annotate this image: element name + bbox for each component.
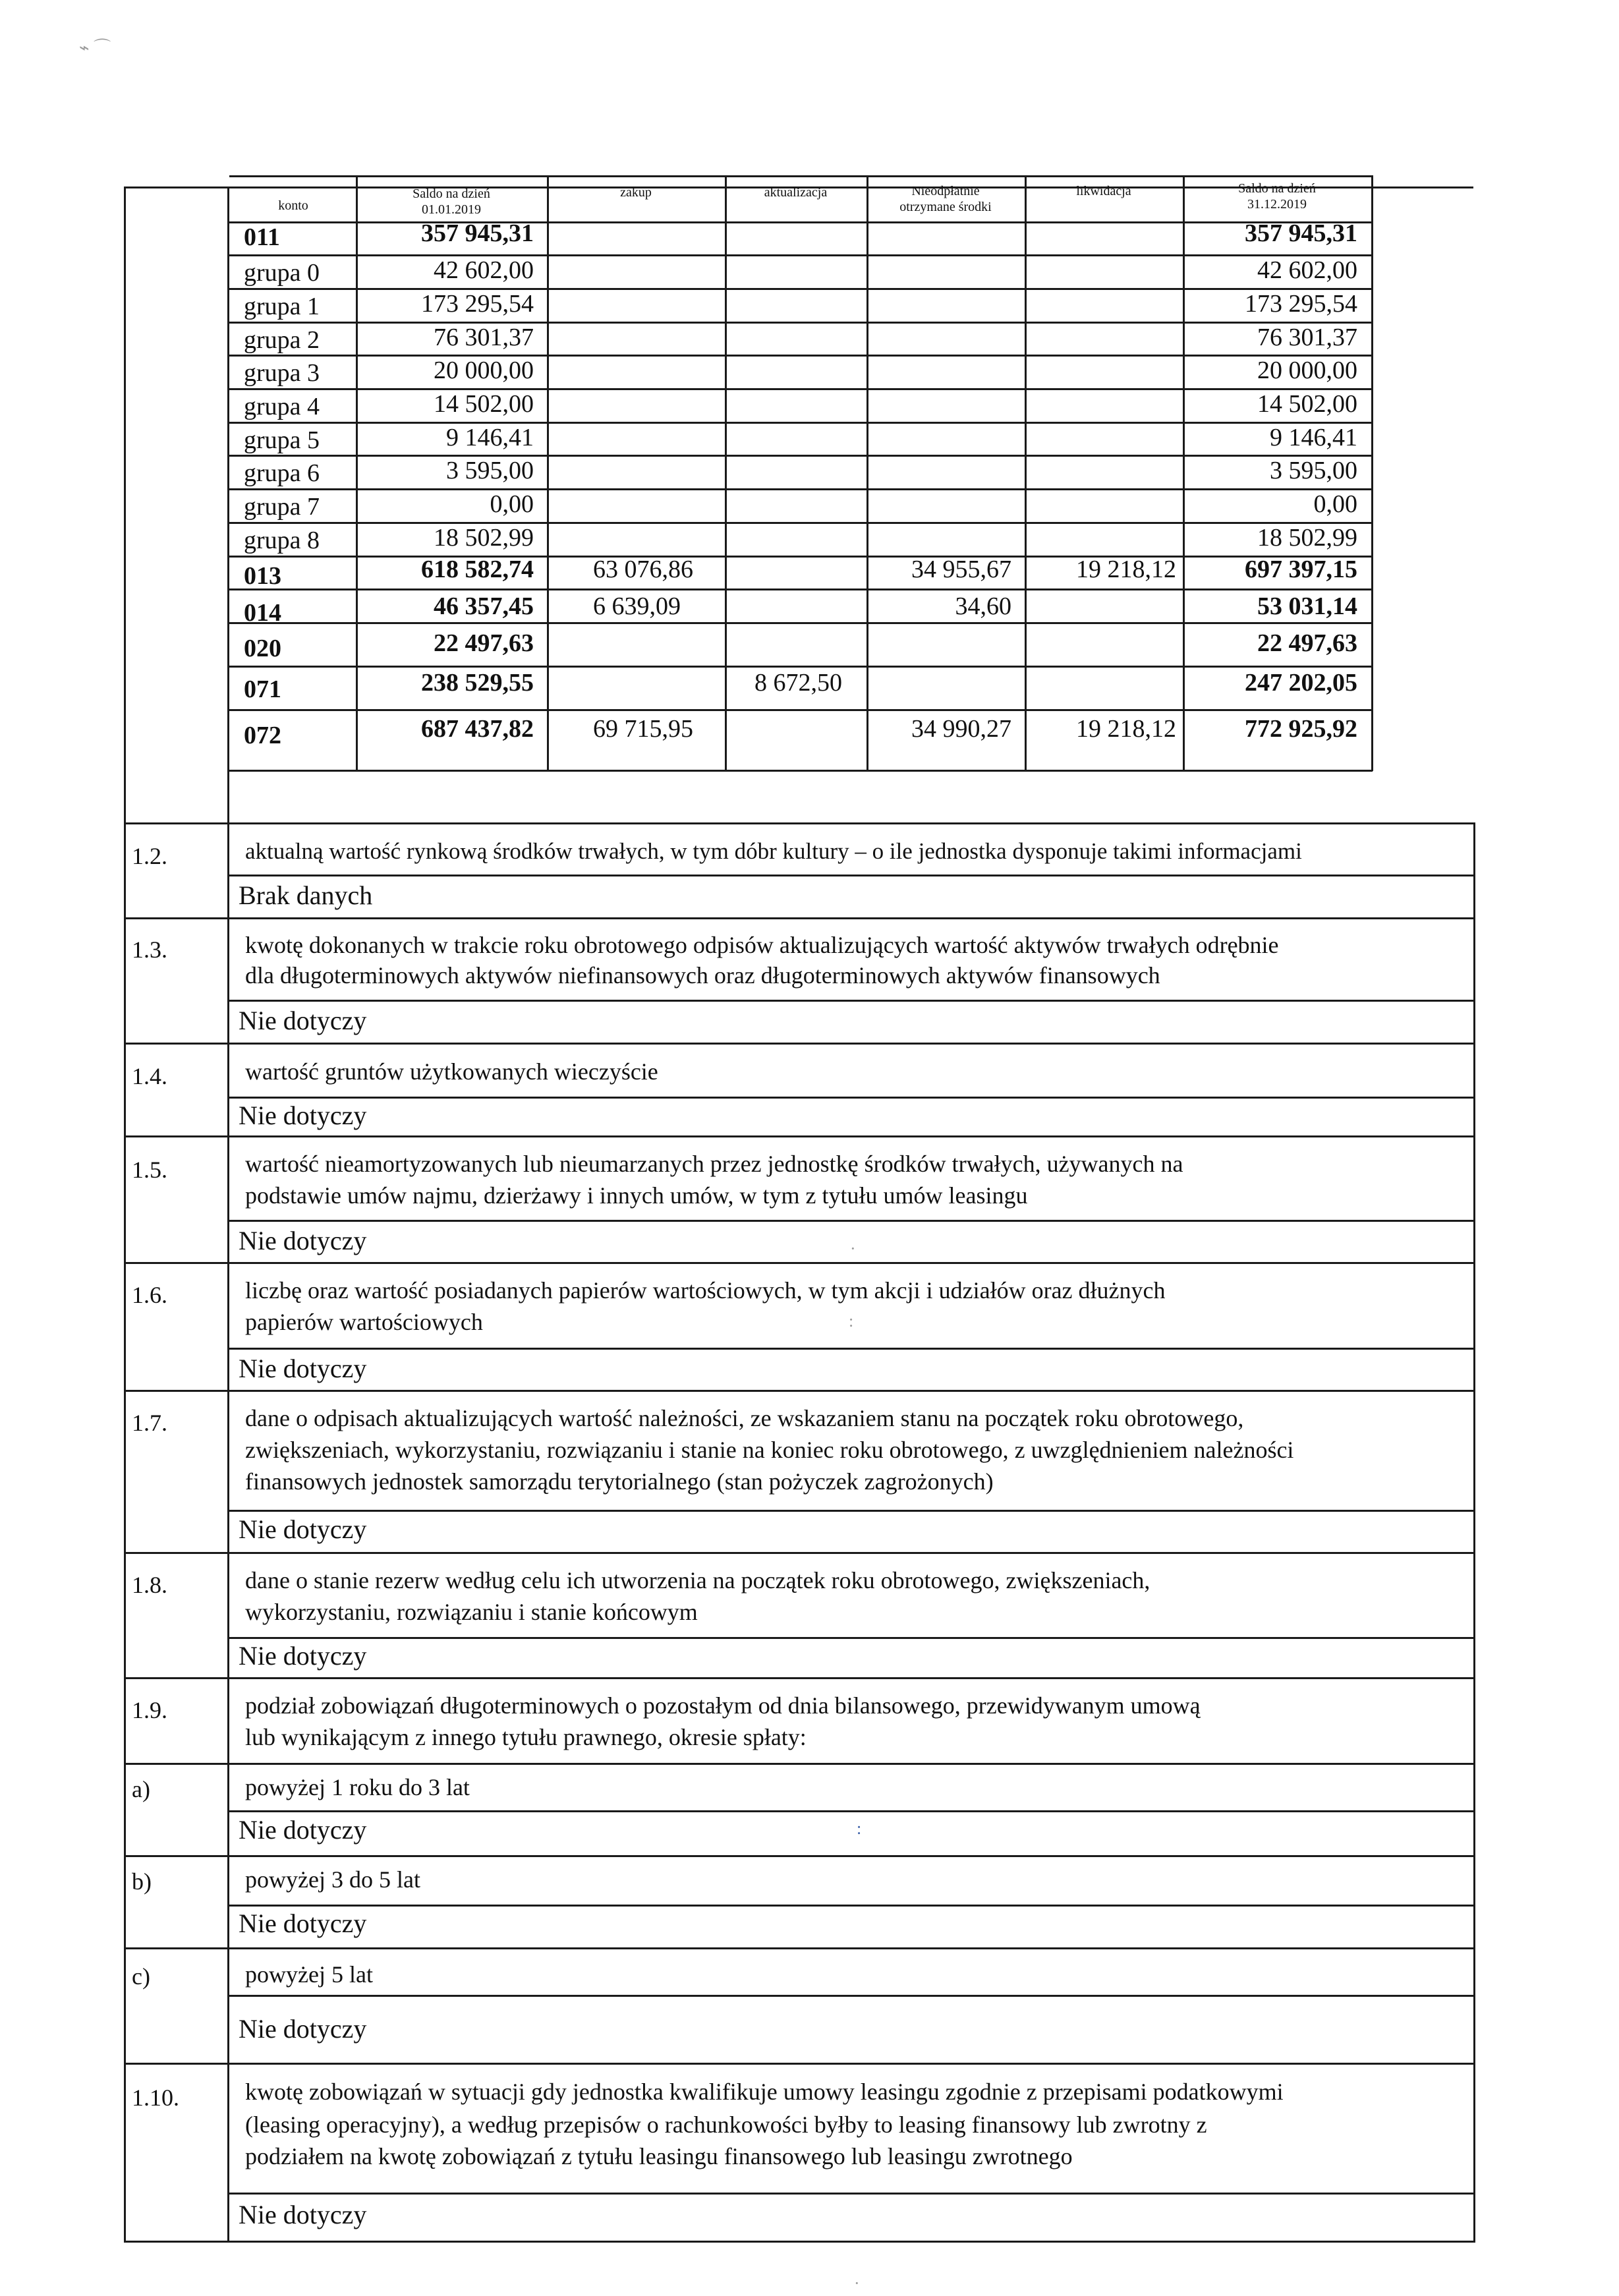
header-konto: konto [278,198,308,213]
section-text-line: wykorzystaniu, rozwiązaniu i stanie końcowym [245,1599,698,1625]
section-divider [124,1677,1475,1679]
header-saldo-start-line1: Saldo na dzień [412,187,490,201]
table-col-divider [725,175,727,771]
section-divider [124,1390,1475,1392]
row-zakup: 69 715,95 [593,715,693,743]
section-divider [124,822,1475,824]
row-saldo-start: 18 502,99 [434,524,534,552]
row-saldo-end: 357 945,31 [1245,219,1357,247]
header-saldo-end-line1: Saldo na dzień [1238,181,1316,196]
row-konto: grupa 5 [244,426,320,454]
section-divider [124,1043,1475,1045]
answer-divider [229,2193,1475,2195]
header-saldo-start [356,186,547,217]
row-saldo-start: 14 502,00 [434,390,534,418]
section-number: 1.2. [132,843,167,869]
section-number: 1.3. [132,936,167,963]
answer-divider [229,1810,1475,1812]
row-konto: 011 [244,223,280,251]
section-answer: Nie dotyczy [239,2200,367,2229]
section-number: 1.4. [132,1063,167,1089]
row-zakup: 6 639,09 [593,592,681,620]
row-konto: grupa 2 [244,326,320,354]
section-text-line: (leasing operacyjny), a według przepisów o rachunkowości byłby to leasing finansowy lub zwrotny z [245,2111,1207,2138]
section-divider [124,917,1475,919]
header-aktualizacja: aktualizacja [764,185,828,200]
section-text-line: kwotę zobowiązań w sytuacji gdy jednostka kwalifikuje umowy leasingu zgodnie z przepisami podatkowymi [245,2079,1284,2105]
scan-speck: : [857,1819,862,1838]
header-likwidacja: likwidacja [1076,184,1131,198]
section-text-line: dane o odpisach aktualizujących wartość należności, ze wskazaniem stanu na początek roku obrotowego, [245,1405,1244,1431]
row-saldo-end: 76 301,37 [1257,324,1357,351]
section-text-line: wartość nieamortyzowanych lub nieumarzanych przez jednostkę środków trwałych, używanych na [245,1151,1183,1177]
section-answer: Nie dotyczy [239,2014,367,2044]
section-number: 1.8. [132,1572,167,1598]
outer-bottom-border [124,2241,1475,2243]
row-saldo-end: 22 497,63 [1257,629,1357,657]
answer-divider [229,1000,1475,1002]
section-divider [124,1947,1475,1949]
section-text-line: kwotę dokonanych w trakcie roku obrotowego odpisów aktualizujących wartość aktywów trwałych odrębnie [245,932,1279,958]
row-konto: grupa 7 [244,493,320,521]
row-konto: 014 [244,599,281,627]
row-likwidacja: 19 218,12 [1076,715,1176,743]
header-saldo-end [1183,181,1371,212]
table-bottom-border [229,770,1373,772]
row-nieodplatnie: 34 990,27 [911,715,1011,743]
section-text-line: finansowych jednostek samorządu terytorialnego (stan pożyczek zagrożonych) [245,1468,994,1495]
section-answer: Nie dotyczy [239,1641,367,1671]
section-text-line: lub wynikającym z innego tytułu prawnego, okresie spłaty: [245,1724,807,1750]
row-saldo-start: 687 437,82 [421,715,534,743]
row-saldo-start: 238 529,55 [421,669,534,697]
row-saldo-end: 53 031,14 [1257,592,1357,620]
section-number: a) [132,1776,150,1802]
section-divider [124,1552,1475,1554]
row-saldo-end: 9 146,41 [1270,424,1357,451]
scan-speck: · [850,1239,856,1258]
row-saldo-end: 772 925,92 [1245,715,1357,743]
section-text-line: powyżej 1 roku do 3 lat [245,1774,470,1800]
header-nieodplatnie-line2: otrzymane środki [899,200,992,214]
section-text-line: powyżej 3 do 5 lat [245,1866,420,1893]
row-saldo-end: 247 202,05 [1245,669,1357,697]
row-aktualizacja: 8 672,50 [754,669,842,697]
table-row-line [229,709,1373,711]
answer-divider [229,1510,1475,1512]
header-zakup: zakup [620,185,652,200]
section-number: 1.7. [132,1410,167,1436]
row-saldo-end: 42 602,00 [1257,256,1357,284]
row-konto: grupa 4 [244,393,320,420]
row-saldo-end: 697 397,15 [1245,556,1357,583]
section-number: 1.6. [132,1282,167,1308]
section-divider [124,1855,1475,1857]
section-text-line: dane o stanie rezerw według celu ich utworzenia na początek roku obrotowego, zwiększeniach, [245,1567,1150,1593]
section-text-line: powyżej 5 lat [245,1961,373,1988]
answer-divider [229,1905,1475,1907]
answer-divider [229,1995,1475,1997]
row-saldo-start: 357 945,31 [421,219,534,247]
row-saldo-end: 0,00 [1313,490,1357,518]
section-text-line: liczbę oraz wartość posiadanych papierów wartościowych, w tym akcji i udziałów oraz dłużnych [245,1277,1166,1304]
table-col-divider [547,175,549,771]
scan-speck: ⌁ ⌒ [79,38,111,57]
row-konto: 072 [244,722,281,749]
scan-speck: : [849,1311,854,1331]
answer-divider [229,1637,1475,1639]
section-divider [124,1135,1475,1137]
section-text-line: wartość gruntów użytkowanych wieczyście [245,1058,658,1085]
header-saldo-end-line2: 31.12.2019 [1247,197,1307,212]
answer-divider [229,1097,1475,1099]
row-zakup: 63 076,86 [593,556,693,583]
row-saldo-start: 0,00 [490,490,534,518]
section-divider [124,1262,1475,1264]
section-text-line: papierów wartościowych [245,1309,483,1335]
outer-left-border [124,187,126,2243]
section-answer: Nie dotyczy [239,1006,367,1035]
section-text-line: dla długoterminowych aktywów niefinansowych oraz długoterminowych aktywów finansowych [245,962,1160,989]
row-saldo-start: 3 595,00 [446,457,534,484]
row-saldo-start: 76 301,37 [434,324,534,351]
outer-right-border [1473,822,1475,2243]
header-nieodplatnie [866,183,1025,215]
section-answer: Nie dotyczy [239,1514,367,1544]
row-saldo-start: 42 602,00 [434,256,534,284]
section-text-line: zwiększeniach, wykorzystaniu, rozwiązaniu i stanie na koniec roku obrotowego, z uwzględnieniem należności [245,1437,1294,1463]
table-top-border [229,175,1373,177]
row-saldo-start: 22 497,63 [434,629,534,657]
table-row-line [229,622,1373,624]
answer-divider [229,1348,1475,1350]
answer-divider [229,875,1475,876]
section-text-line: podziałem na kwotę zobowiązań z tytułu leasingu finansowego lub leasingu zwrotnego [245,2143,1073,2169]
header-saldo-start-line2: 01.01.2019 [422,202,481,217]
table-col-divider [1183,175,1185,771]
section-number: b) [132,1868,152,1895]
row-likwidacja: 19 218,12 [1076,556,1176,583]
row-saldo-end: 3 595,00 [1270,457,1357,484]
row-konto: 071 [244,675,281,703]
row-konto: grupa 0 [244,259,320,287]
section-divider [124,1763,1475,1765]
section-answer: Nie dotyczy [239,1226,367,1255]
answer-divider [229,1220,1475,1222]
row-saldo-start: 20 000,00 [434,357,534,384]
header-nieodplatnie-line1: Nieodpłatnie [911,184,980,198]
table-right-border [1371,175,1373,771]
section-answer: Nie dotyczy [239,1815,367,1845]
section-answer: Nie dotyczy [239,1354,367,1383]
section-number: c) [132,1963,150,1990]
section-divider [124,2063,1475,2065]
section-answer: Nie dotyczy [239,1101,367,1130]
row-saldo-end: 18 502,99 [1257,524,1357,552]
row-saldo-start: 9 146,41 [446,424,534,451]
row-konto: grupa 3 [244,359,320,387]
row-saldo-end: 173 295,54 [1245,290,1357,318]
section-answer: Brak danych [239,880,373,910]
row-nieodplatnie: 34,60 [955,592,1011,620]
table-col-divider [356,175,358,771]
row-saldo-end: 20 000,00 [1257,357,1357,384]
section-number: 1.5. [132,1157,167,1183]
section-text-line: podział zobowiązań długoterminowych o pozostałym od dnia bilansowego, przewidywanym umową [245,1692,1201,1719]
row-saldo-start: 46 357,45 [434,592,534,620]
row-saldo-start: 173 295,54 [421,290,534,318]
section-number: 1.10. [132,2084,179,2111]
section-text-line: podstawie umów najmu, dzierżawy i innych umów, w tym z tytułu umów leasingu [245,1182,1028,1209]
row-saldo-start: 618 582,74 [421,556,534,583]
section-answer: Nie dotyczy [239,1909,367,1938]
inner-left-border [227,187,229,2243]
section-text-line: aktualną wartość rynkową środków trwałych, w tym dóbr kultury – o ile jednostka dysponuje takimi informacjami [245,838,1302,864]
row-konto: grupa 6 [244,459,320,487]
section-number: 1.9. [132,1697,167,1723]
table-col-divider [866,175,868,771]
table-col-divider [1025,175,1027,771]
row-saldo-end: 14 502,00 [1257,390,1357,418]
row-konto: 013 [244,562,281,590]
scan-speck: · [854,2274,860,2293]
row-konto: grupa 8 [244,527,320,554]
row-konto: grupa 1 [244,293,320,320]
row-konto: 020 [244,635,281,662]
row-nieodplatnie: 34 955,67 [911,556,1011,583]
